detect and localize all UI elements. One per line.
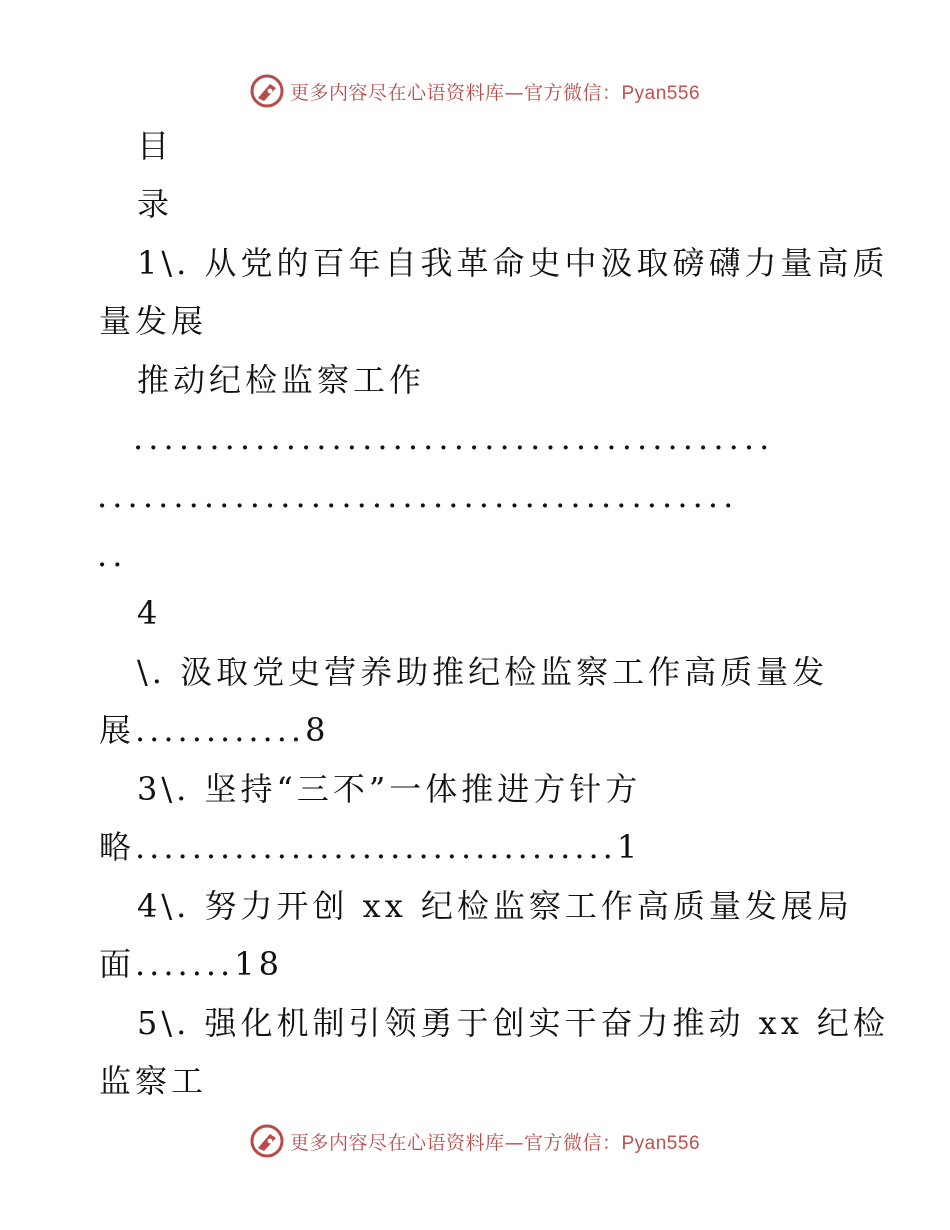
pen-nib-logo-icon	[250, 1124, 284, 1158]
toc-item-2-line-1: \. 汲取党史营养助推纪检监察工作高质量发	[137, 653, 829, 691]
toc-item-3-line-1: 3\. 坚持“三不”一体推进方针方	[137, 770, 642, 808]
toc-item-1-line-1: 1\. 从党的百年自我革命史中汲取磅礴力量高质	[137, 244, 889, 282]
watermark-text: 更多内容尽在心语资料库—官方微信：Pyan556	[289, 81, 701, 104]
toc-item-2-line-2: 展............8	[99, 711, 330, 749]
toc-item-5-line-1: 5\. 强化机制引领勇于创实干奋力推动 xx 纪检	[137, 1004, 889, 1042]
watermark-text: 更多内容尽在心语资料库—官方微信：Pyan556	[289, 1131, 701, 1154]
toc-item-4-line-2: 面.......18	[99, 945, 283, 983]
footer-watermark	[0, 1121, 950, 1161]
toc-item-1-leader-dots-2: ..........................................	[97, 477, 739, 515]
toc-item-1-page-number: 4	[137, 594, 162, 632]
toc-item-1-leader-dots-1: ..........................................	[133, 419, 775, 457]
toc-item-5-line-2: 监察工	[99, 1062, 208, 1100]
toc-title-char-1: 目	[137, 127, 174, 165]
toc-item-1-leader-dots-3: ..	[97, 536, 128, 574]
toc-item-1-line-3: 推动纪检监察工作	[137, 361, 426, 399]
toc-item-3-line-2: 略..................................1	[99, 828, 642, 866]
toc-item-4-line-1: 4\. 努力开创 xx 纪检监察工作高质量发展局	[137, 887, 853, 925]
toc-item-1-line-2: 量发展	[99, 302, 208, 340]
toc-title-char-2: 录	[137, 185, 174, 223]
